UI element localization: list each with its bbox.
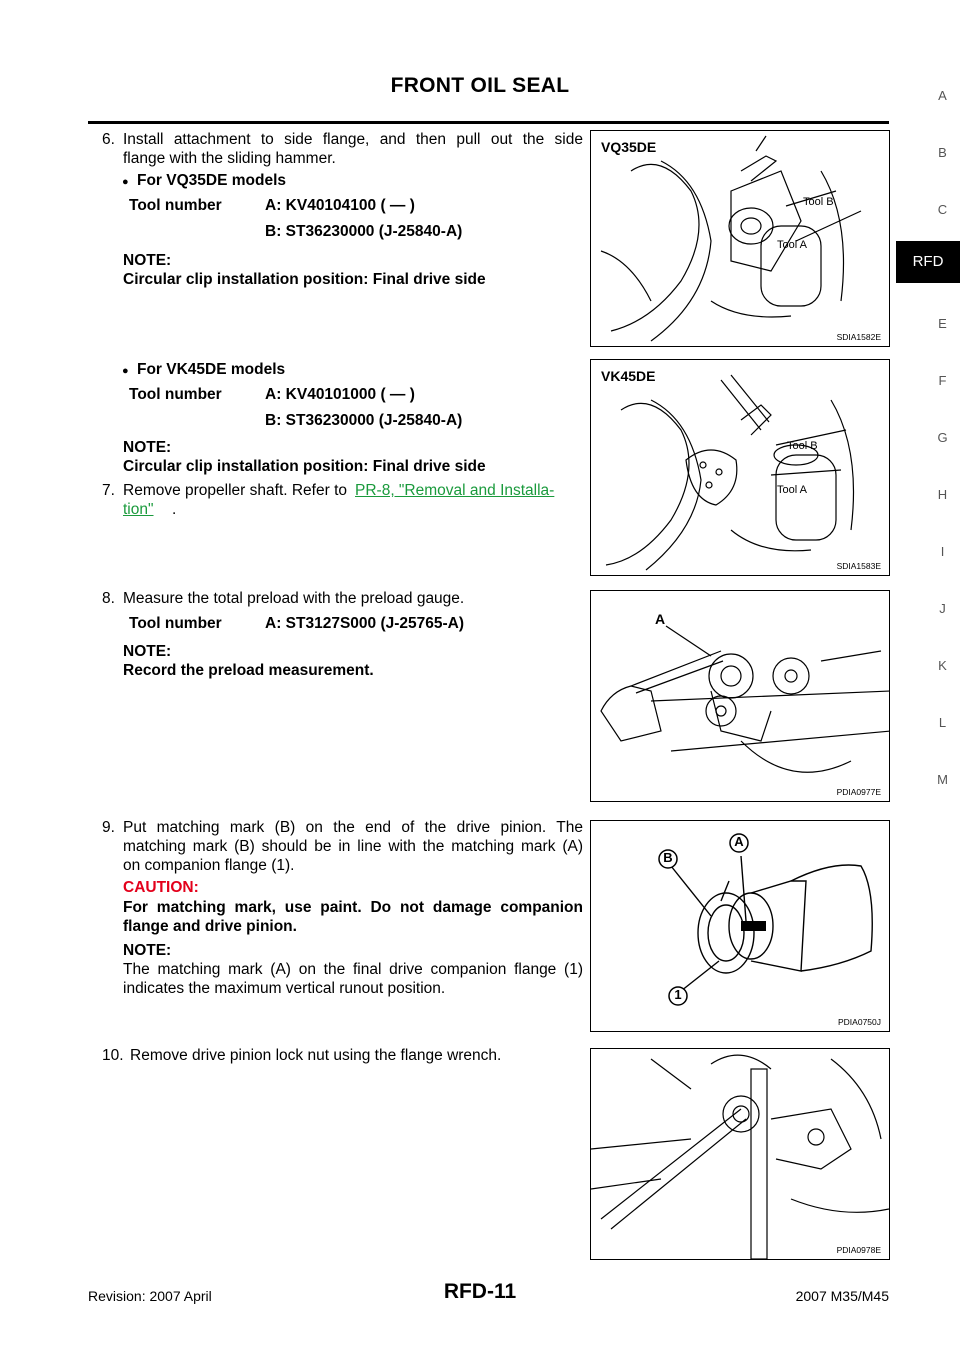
vq-tool-a: A: KV40104100 ( — ): [265, 197, 415, 214]
footer-revision: Revision: 2007 April: [88, 1288, 212, 1304]
section-tab-m[interactable]: M: [937, 772, 948, 787]
step-6-number: 6.: [102, 131, 115, 148]
figure-vk45de: [590, 359, 890, 576]
fig2-tool-b-label: Tool B: [787, 440, 818, 452]
s9-note-line-1: The matching mark (A) on the final drive companion flange (1): [123, 961, 583, 978]
step-9-number: 9.: [102, 819, 115, 836]
vq-tool-label: Tool number: [129, 197, 222, 214]
section-tab-h[interactable]: H: [937, 487, 948, 502]
vk45de-illustration: [591, 360, 889, 575]
step-7-number: 7.: [102, 482, 115, 499]
section-tab-i[interactable]: I: [940, 544, 945, 559]
fig2-code: SDIA1583E: [836, 561, 881, 571]
vk-tool-label: Tool number: [129, 386, 222, 403]
removal-installation-link[interactable]: PR-8, "Removal and Installa-: [355, 482, 555, 499]
s8-tool-a: A: ST3127S000 (J-25765-A): [265, 615, 465, 632]
step-6-line-2: flange with the sliding hammer.: [123, 150, 336, 167]
caution-label: CAUTION:: [123, 879, 199, 896]
vk-note-text: Circular clip installation position: Final drive side: [123, 458, 486, 475]
page-number: RFD-11: [443, 1280, 517, 1303]
vq-tool-b: B: ST36230000 (J-25840-A): [265, 223, 463, 240]
step-7-period: .: [172, 501, 177, 518]
figure-preload-gauge: [590, 590, 890, 802]
header-rule: [88, 121, 889, 124]
s9-note-line-2: indicates the maximum vertical runout position.: [123, 980, 446, 997]
fig1-engine-label: VQ35DE: [601, 139, 657, 155]
caution-line-2: flange and drive pinion.: [123, 918, 297, 935]
step-9-line-1: Put matching mark (B) on the end of the drive pinion. The: [123, 819, 583, 836]
section-tab-rfd[interactable]: RFD: [896, 241, 960, 283]
fig5-code: PDIA0978E: [836, 1245, 881, 1255]
vk-tool-b: B: ST36230000 (J-25840-A): [265, 412, 463, 429]
vk45de-bullet: ● For VK45DE models: [137, 360, 285, 379]
step-7-text: Remove propeller shaft. Refer to: [123, 482, 347, 499]
step-10-text: Remove drive pinion lock nut using the flange wrench.: [130, 1047, 502, 1064]
footer-model: 2007 M35/M45: [795, 1288, 889, 1304]
fig1-code: SDIA1582E: [836, 332, 881, 342]
figure-matching-marks: [590, 820, 890, 1032]
section-tab-l[interactable]: L: [938, 715, 947, 730]
fig2-engine-label: VK45DE: [601, 368, 656, 384]
s8-tool-label: Tool number: [129, 615, 222, 632]
step-8-number: 8.: [102, 590, 115, 607]
removal-installation-link-cont[interactable]: tion": [123, 501, 154, 518]
fig4-code: PDIA0750J: [838, 1017, 881, 1027]
section-tab-j[interactable]: J: [939, 601, 946, 616]
section-tab-f[interactable]: F: [938, 373, 947, 388]
fig2-tool-a-label: Tool A: [777, 484, 807, 496]
fig4-mark-a: A: [734, 834, 744, 849]
vq35de-bullet: ● For VQ35DE models: [137, 171, 286, 190]
fig3-code: PDIA0977E: [836, 787, 881, 797]
section-tab-a[interactable]: A: [938, 88, 947, 103]
fig3-tool-a-label: A: [655, 611, 666, 627]
page-title: FRONT OIL SEAL: [390, 74, 570, 97]
vq-note-label: NOTE:: [123, 252, 172, 269]
fig1-tool-a-label: Tool A: [777, 239, 807, 251]
caution-line-1: For matching mark, use paint. Do not damage companion: [123, 899, 583, 916]
s9-note-label: NOTE:: [123, 942, 172, 959]
section-tab-c[interactable]: C: [937, 202, 948, 217]
section-tab-g[interactable]: G: [937, 430, 948, 445]
vq-note-text: Circular clip installation position: Final drive side: [123, 271, 486, 288]
section-tab-k[interactable]: K: [938, 658, 947, 673]
fig1-tool-b-label: Tool B: [803, 196, 834, 208]
step-9-line-3: on companion flange (1).: [123, 857, 295, 874]
step-10-number: 10.: [102, 1047, 124, 1064]
fig4-mark-b: B: [663, 850, 673, 865]
step-9-line-2: matching mark (B) should be in line with the matching mark (A): [123, 838, 583, 855]
figure-vq35de: [590, 130, 890, 347]
step-8-text: Measure the total preload with the preload gauge.: [123, 590, 465, 607]
flange-wrench-illustration: [591, 1049, 889, 1259]
section-tab-e[interactable]: E: [938, 316, 947, 331]
section-tab-b[interactable]: B: [938, 145, 947, 160]
figure-flange-wrench: [590, 1048, 890, 1260]
matching-marks-illustration: [591, 821, 889, 1031]
fig4-mark-1: 1: [674, 987, 682, 1002]
step-6-line-1: Install attachment to side flange, and then pull out the side: [123, 131, 583, 148]
s8-note-label: NOTE:: [123, 643, 172, 660]
preload-gauge-illustration: [591, 591, 889, 801]
vq35de-illustration: [591, 131, 889, 346]
s8-note-text: Record the preload measurement.: [123, 662, 374, 679]
vk-tool-a: A: KV40101000 ( — ): [265, 386, 415, 403]
vk-note-label: NOTE:: [123, 439, 172, 456]
